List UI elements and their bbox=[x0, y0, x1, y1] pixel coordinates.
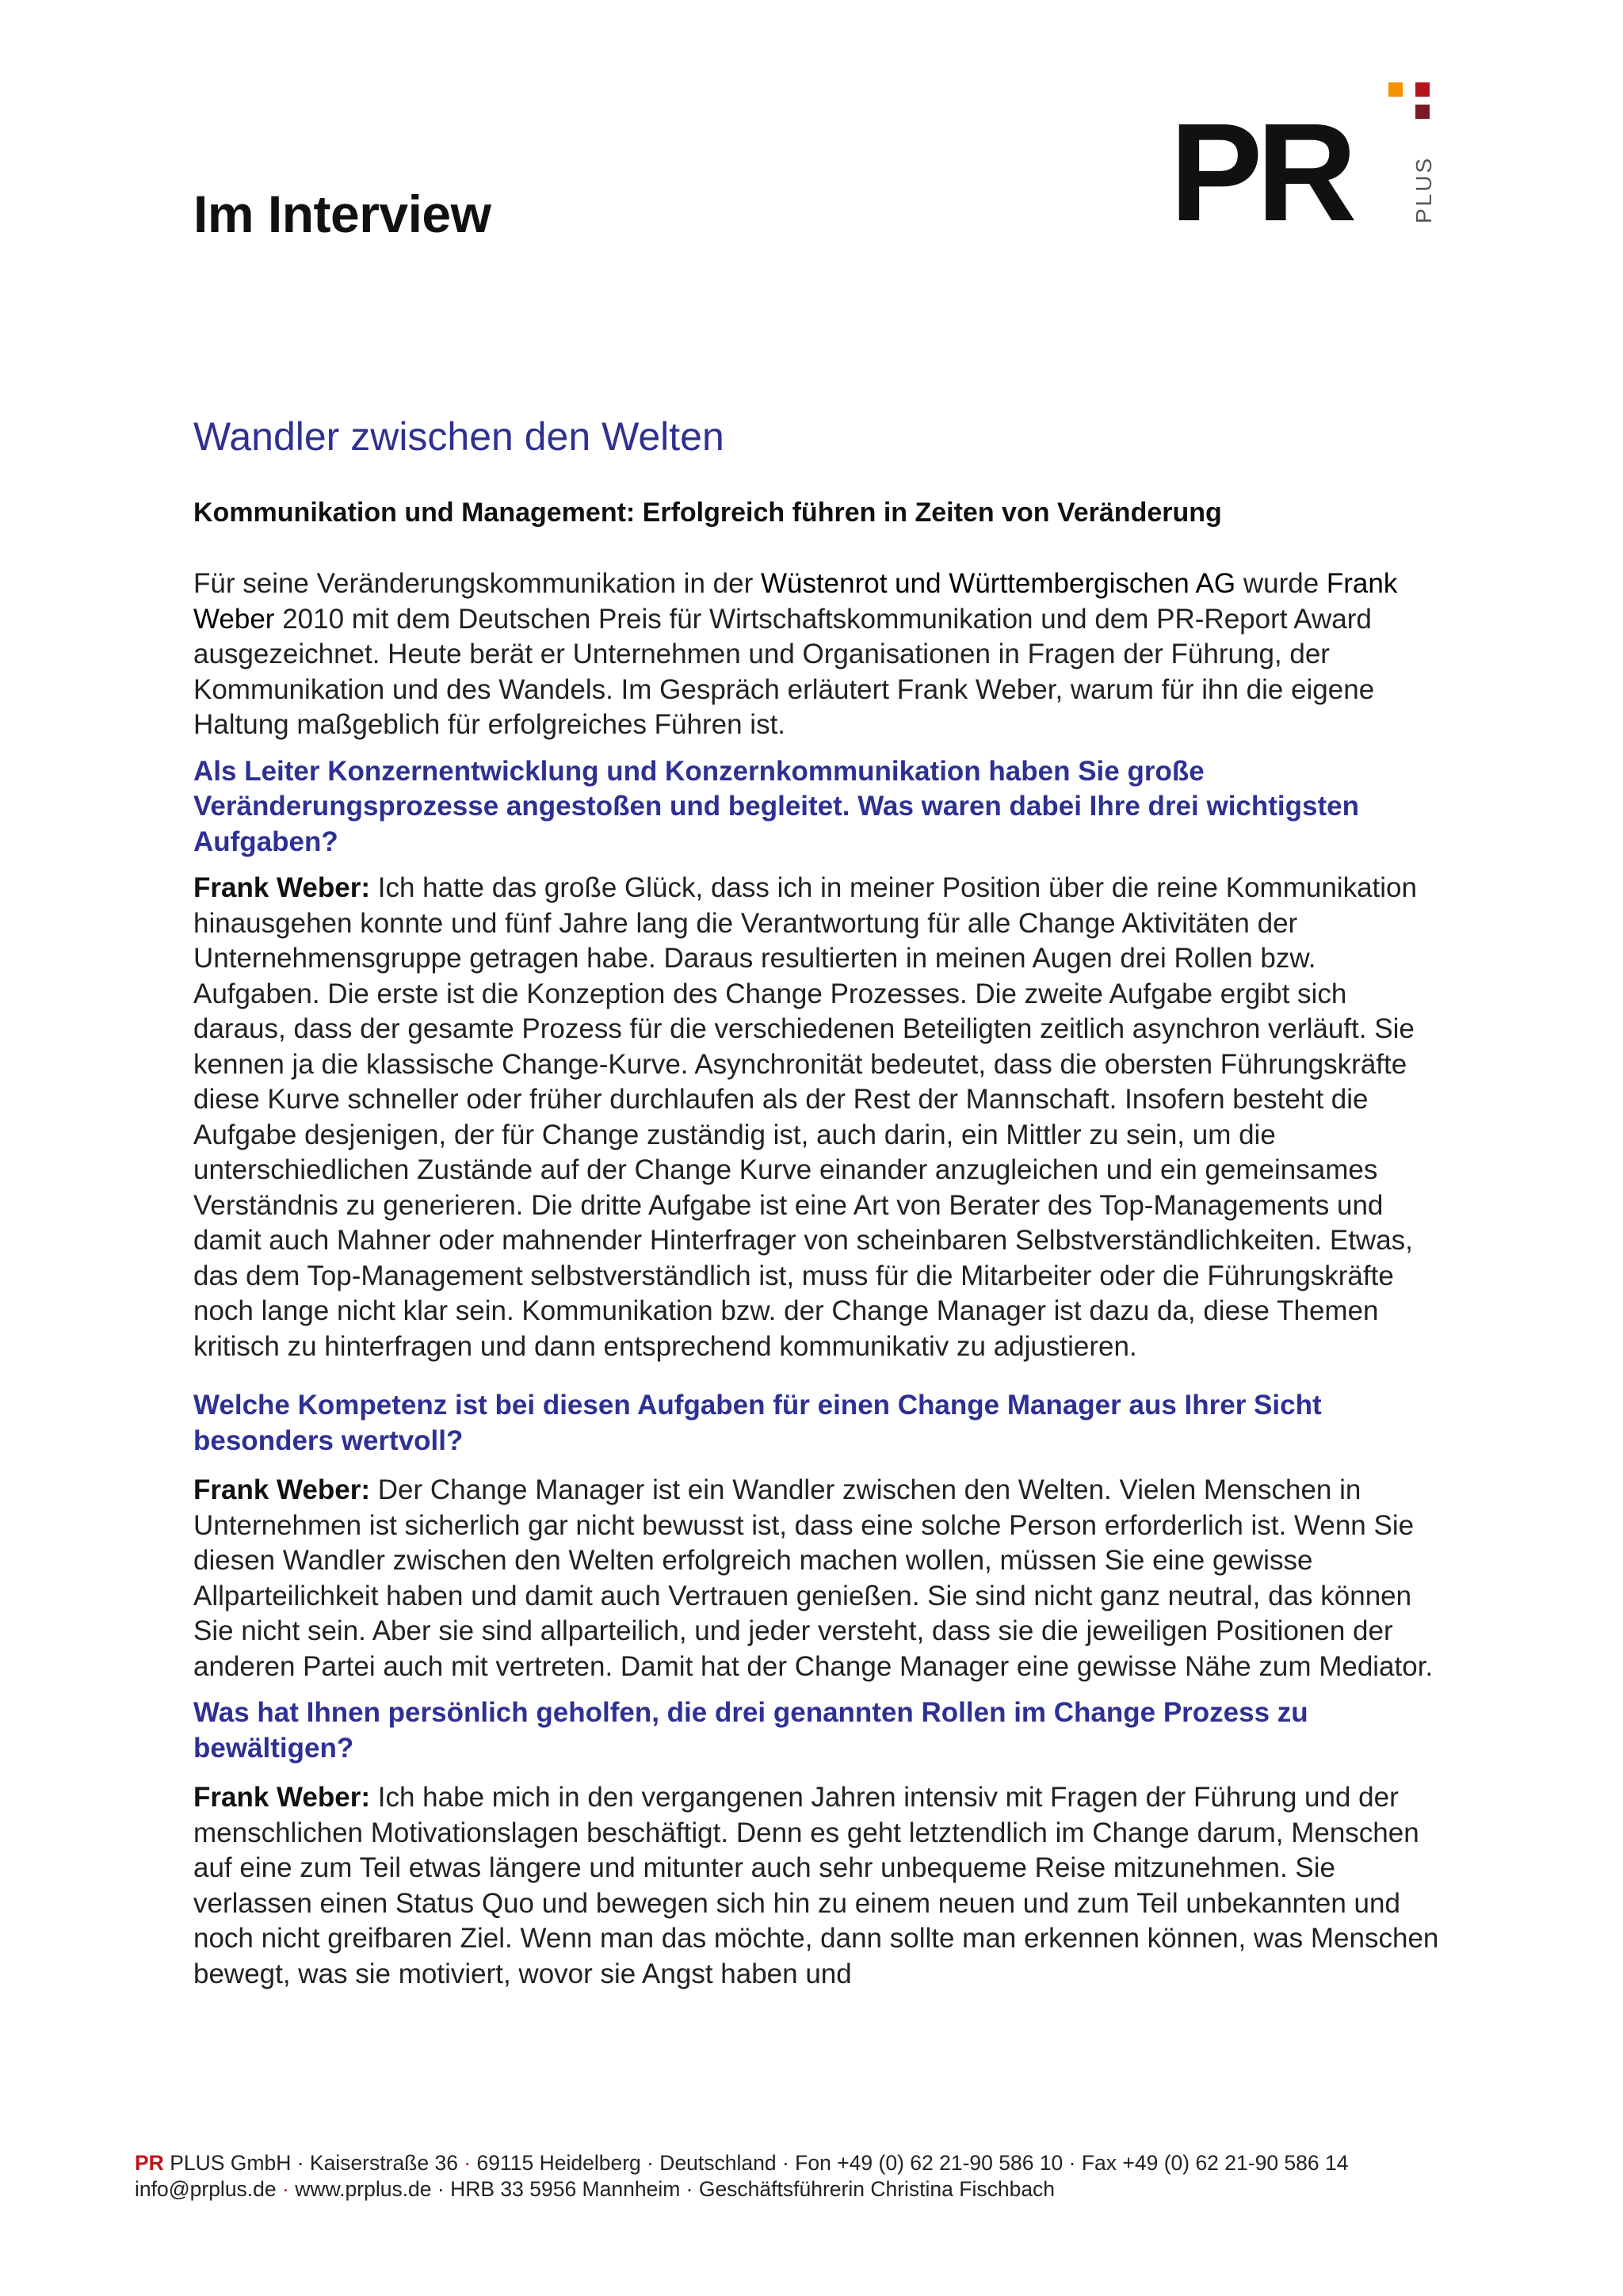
footer-email-link[interactable]: info@prplus.de bbox=[135, 2177, 283, 2201]
footer-web-register: www.prplus.de · HRB 33 5956 Mannheim · Geschäftsführerin Christina Fischbach bbox=[288, 2177, 1056, 2201]
footer-company-address: PLUS GmbH · Kaiserstraße 36 bbox=[163, 2151, 464, 2175]
article-subheadline: Kommunikation und Management: Erfolgreich führen in Zeiten von Veränderung bbox=[193, 498, 1222, 528]
pr-plus-logo bbox=[1170, 78, 1439, 236]
answer-1 bbox=[193, 871, 1445, 1364]
speaker-label: Frank Weber: bbox=[193, 1782, 371, 1813]
page-footer bbox=[135, 2150, 1561, 2203]
intro-paragraph bbox=[193, 566, 1445, 743]
footer-separator-dot: · bbox=[282, 2177, 289, 2201]
logo-red-square bbox=[1415, 82, 1430, 97]
article-headline: Wandler zwischen den Welten bbox=[193, 414, 724, 459]
logo-orange-square bbox=[1388, 82, 1403, 97]
intro-person: Frank Weber bbox=[193, 568, 1398, 635]
intro-text-1: Für seine Veränderungskommunikation in der bbox=[193, 568, 761, 599]
intro-text-3: 2010 mit dem Deutschen Preis für Wirtschaftskommunikation und dem PR-Report Award ausgezeichnet. Heute berät er Unternehmen und Organisationen in Fragen der Führung, der Kommunikation und des Wandels. Im Gespräch erläutert Frank Weber, warum für ihn die eigene Haltung maßgeblich für erfolgreiches Führen ist. bbox=[193, 603, 1375, 740]
answer-2-text: Der Change Manager ist ein Wandler zwischen den Welten. Vielen Menschen in Unternehmen ist sicherlich gar nicht bewusst ist, dass eine solche Person erforderlich ist. Wenn Sie diesen Wandler zwischen den Welten erfolgreich machen wollen, müssen Sie eine gewisse Allparteilichkeit haben und damit auch Vertrauen genießen. Sie sind nicht ganz neutral, das können Sie nicht sein. Aber sie sind allparteilich, und jeder versteht, dass sie die jeweiligen Positionen der anderen Partei auch mit vertreten. Damit hat der Change Manager eine gewisse Nähe zum Mediator. bbox=[193, 1474, 1434, 1682]
footer-contact: 69115 Heidelberg · Deutschland · Fon +49 (0) 62 21-90 586 10 · Fax +49 (0) 62 21-90 586 14 bbox=[471, 2151, 1349, 2175]
logo-text: PR bbox=[1170, 95, 1351, 236]
article bbox=[193, 414, 1445, 1992]
answer-3-text: Ich habe mich in den vergangenen Jahren intensiv mit Fragen der Führung und der menschlichen Motivationslagen beschäftigt. Denn es geht letztendlich im Change darum, Menschen auf eine zum Teil etwas längere und mitunter auch sehr unbequeme Reise mitzunehmen. Sie verlassen einen Status Quo und bewegen sich hin zu einem neuen und zum Teil unbekannten und noch nicht greifbaren Ziel. Wenn man das möchte, dann sollte man erkennen können, was Menschen bewegt, was sie motiviert, wovor sie Angst haben und bbox=[193, 1782, 1439, 1989]
answer-2 bbox=[193, 1473, 1445, 1684]
answer-1-text: Ich hatte das große Glück, dass ich in meiner Position über die reine Kommunikation hinausgehen konnte und fünf Jahre lang die Verantwortung für alle Change Aktivitäten der Unternehmensgruppe getragen habe. Daraus resultierten in meinen Augen drei Rollen bzw. Aufgaben. Die erste ist die Konzeption des Change Prozesses. Die zweite Aufgabe ergibt sich daraus, dass der gesamte Prozess für die verschiedenen Beteiligten zeitlich asynchron verläuft. Sie kennen ja die klassische Change-Kurve. Asynchronität bedeutet, dass die obersten Führungskräfte diese Kurve schneller oder früher durchlaufen als der Rest der Mannschaft. Insofern besteht die Aufgabe desjenigen, der für Change zuständig ist, auch darin, ein Mittler zu sein, um die unterschiedlichen Zustände auf der Change Kurve einander anzugleichen und ein gemeinsames Verständnis zu generieren. Die dritte Aufgabe ist eine Art von Berater des Top-Managements und damit auch Mahner oder mahnender Hinterfrager von scheinbaren Selbstverständlichkeiten. Etwas, das dem Top-Management selbstverständlich ist, muss für die Mitarbeiter oder die Führungskräfte noch lange nicht klar sein. Kommunikation bzw. der Change Manager ist dazu da, diese Themen kritisch zu hinterfragen und dann entsprechend kommunikativ zu adjustieren. bbox=[193, 872, 1417, 1362]
question-2: Welche Kompetenz ist bei diesen Aufgaben für einen Change Manager aus Ihrer Sicht besonders wertvoll? bbox=[193, 1390, 1322, 1456]
intro-company: Wüstenrot und Württembergischen AG bbox=[760, 568, 1236, 599]
footer-line-1 bbox=[135, 2150, 1561, 2176]
footer-brand: PR bbox=[135, 2151, 164, 2175]
question-1: Als Leiter Konzernentwicklung und Konzernkommunikation haben Sie große Veränderungsprozesse angestoßen und begleitet. Was waren dabei Ihre drei wichtigsten Aufgaben? bbox=[193, 755, 1359, 857]
speaker-label: Frank Weber: bbox=[193, 1474, 371, 1505]
speaker-label: Frank Weber: bbox=[193, 872, 371, 903]
answer-3 bbox=[193, 1780, 1445, 1992]
question-3: Was hat Ihnen persönlich geholfen, die drei genannten Rollen im Change Prozess zu bewältigen? bbox=[193, 1697, 1308, 1764]
logo-vertical-text: PLUS bbox=[1411, 155, 1436, 223]
footer-line-2 bbox=[135, 2176, 1561, 2203]
page-title: Im Interview bbox=[193, 185, 491, 243]
logo-dark-red-square bbox=[1415, 105, 1430, 119]
footer-separator-dot: · bbox=[464, 2151, 472, 2175]
intro-text-2: wurde bbox=[1235, 568, 1327, 599]
